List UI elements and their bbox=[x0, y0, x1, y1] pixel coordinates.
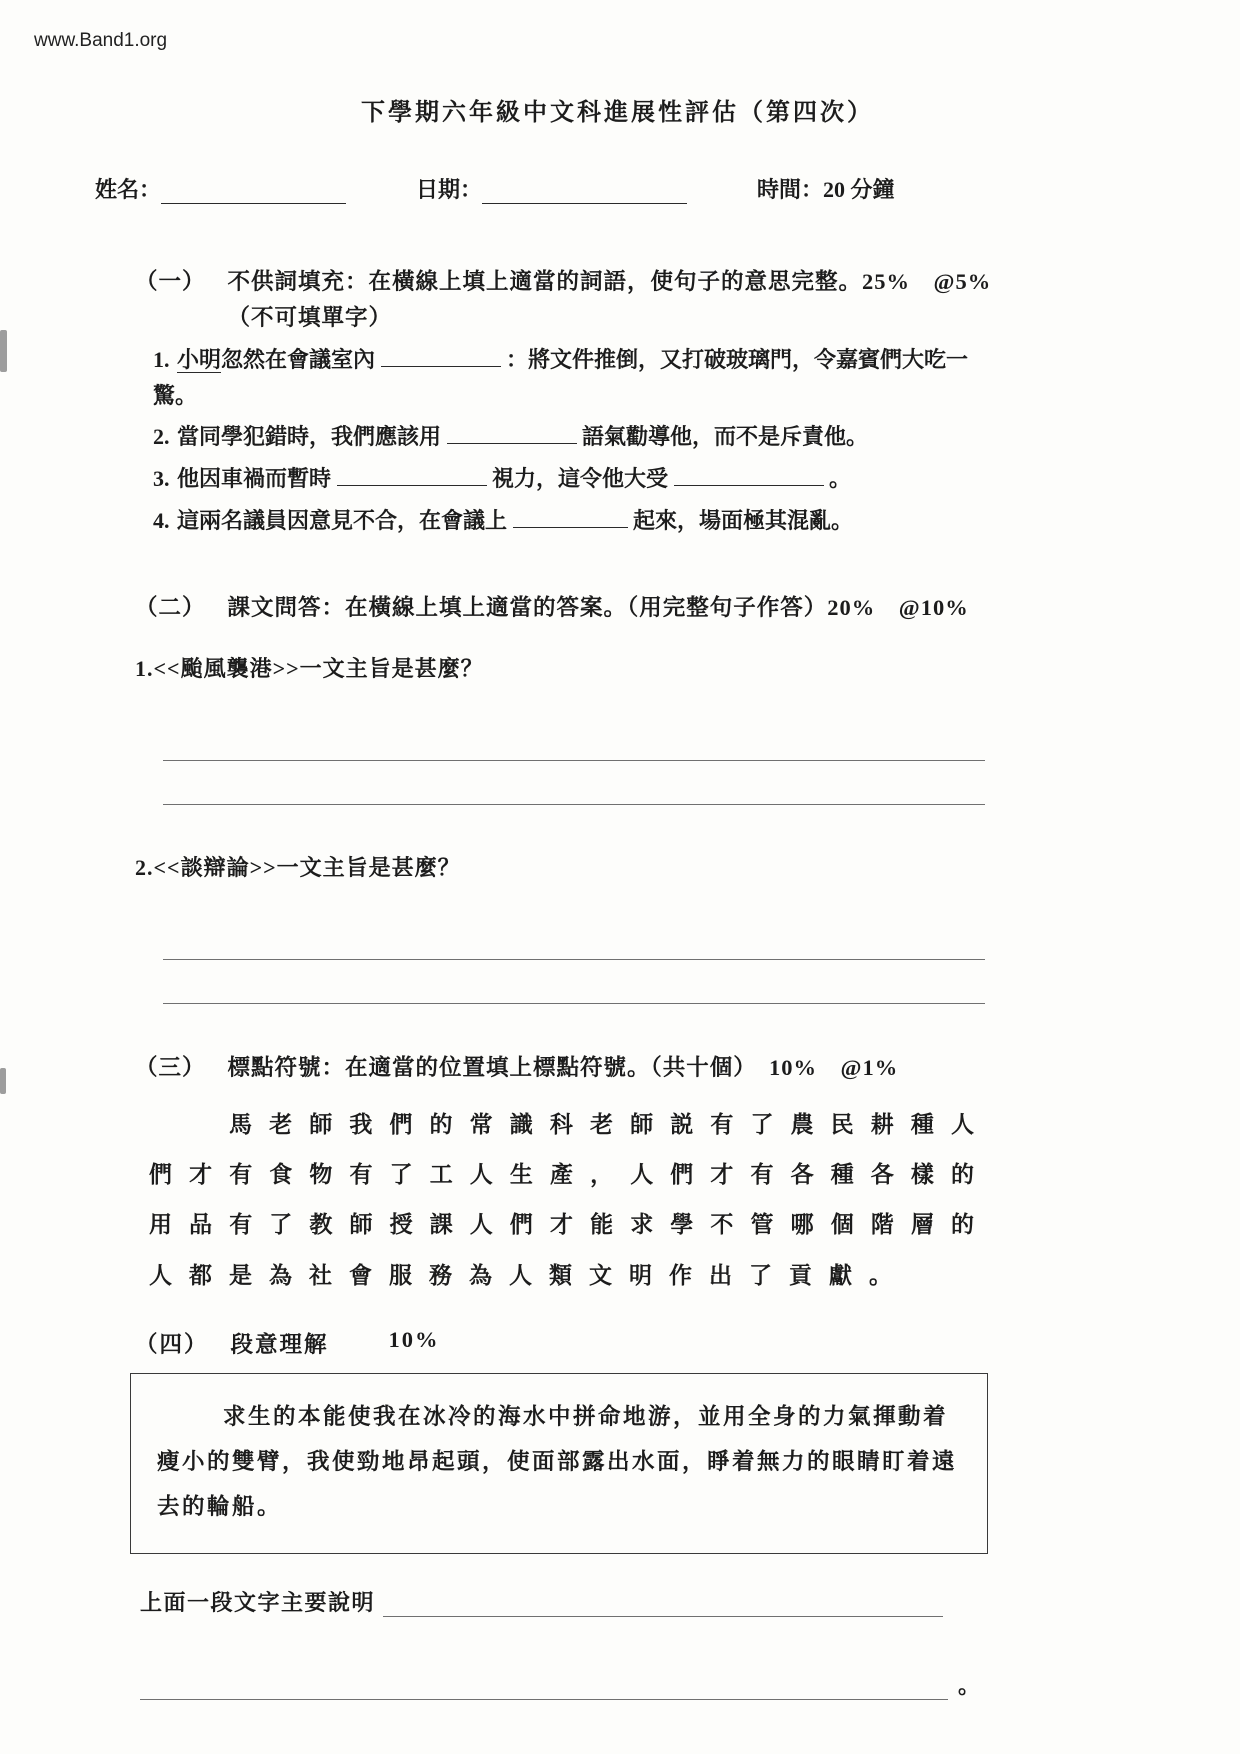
reading-passage-box bbox=[130, 1373, 988, 1554]
section-3-heading bbox=[135, 1050, 1140, 1082]
punctuation-passage: 馬老師我們的常識科老師説有了農民耕種人們才有食物有了工人生產，人們才有各種各樣的用品有了教師授課人們才能求學不管哪個階層的人都是為社會服務為人類文明作出了貢獻。 bbox=[149, 1112, 991, 1288]
section-1-title: 不供詞填充：在橫線上填上適當的詞語，使句子的意思完整。25% @5% bbox=[227, 269, 992, 294]
page-title: 下學期六年級中文科進展性評估（第四次） bbox=[361, 100, 874, 126]
item-text: 起來，場面極其混亂。 bbox=[633, 507, 854, 533]
item-number: 1. bbox=[153, 347, 170, 372]
name-blank bbox=[161, 181, 346, 204]
summary-prompt: 上面一段文字主要說明 bbox=[140, 1589, 376, 1615]
section-3-number: （三） bbox=[135, 1055, 206, 1081]
answer-blank bbox=[447, 421, 577, 444]
answer-line bbox=[163, 761, 985, 805]
fill-in-item-4 bbox=[153, 503, 983, 539]
section-2 bbox=[135, 590, 1140, 1004]
period-mark: 。 bbox=[957, 1672, 980, 1698]
item-text: 當同學犯錯時，我們應該用 bbox=[177, 424, 442, 450]
section-4-score: 10% bbox=[388, 1326, 440, 1352]
summary-prompt-row bbox=[140, 1586, 1140, 1617]
watermark-url: www.Band1.org bbox=[34, 30, 168, 51]
scan-artifact bbox=[0, 1068, 6, 1094]
section-1-heading bbox=[135, 264, 1140, 332]
name-label: 姓名： bbox=[95, 177, 162, 202]
answer-line bbox=[163, 960, 985, 1004]
section-1-number: （一） bbox=[135, 269, 206, 294]
date-label: 日期： bbox=[416, 177, 483, 202]
answer-blank bbox=[381, 344, 501, 367]
item-text: 視力，這令他大受 bbox=[492, 465, 669, 491]
item-text: 。 bbox=[829, 465, 852, 491]
section-3 bbox=[135, 1050, 1140, 1301]
item-number: 3. bbox=[153, 465, 170, 491]
answer-line bbox=[163, 717, 985, 761]
fill-in-item-3 bbox=[153, 461, 983, 497]
answer-line bbox=[383, 1592, 943, 1616]
question-1: 1.<<颱風襲港>>一文主旨是甚麼？ bbox=[135, 656, 484, 682]
time-label: 時間：20 分鐘 bbox=[757, 177, 895, 202]
section-1-subtitle: （不可填單字） bbox=[227, 305, 393, 330]
item-text: ：將文件推倒，又打破玻璃門，令嘉賓們大吃一驚。 bbox=[153, 347, 969, 408]
answer-line bbox=[140, 1675, 948, 1699]
date-blank bbox=[482, 181, 687, 204]
fill-in-item-2 bbox=[153, 419, 983, 455]
item-text: 這兩名議員因意見不合，在會議上 bbox=[177, 507, 508, 533]
answer-line bbox=[163, 916, 985, 960]
fill-in-item-1 bbox=[153, 342, 983, 413]
summary-answer-row bbox=[140, 1669, 980, 1700]
section-4 bbox=[135, 1327, 1140, 1700]
section-4-number: （四） bbox=[135, 1331, 209, 1357]
item-text: 他因車禍而暫時 bbox=[177, 465, 332, 491]
item-text: 語氣勸導他，而不是斥責他。 bbox=[582, 424, 869, 450]
section-2-heading bbox=[135, 590, 1140, 622]
student-info-row bbox=[95, 173, 1140, 204]
question-1-answer-area bbox=[135, 717, 1140, 805]
reading-passage: 求生的本能使我在冰冷的海水中拼命地游，並用全身的力氣揮動着瘦小的雙臂，我使勁地昂起頭，使面部露出水面，睜着無力的眼睛盯着遠去的輪船。 bbox=[157, 1403, 958, 1519]
answer-blank bbox=[513, 504, 628, 527]
answer-blank bbox=[337, 463, 487, 486]
item-number: 4. bbox=[153, 507, 170, 533]
section-3-title: 標點符號：在適當的位置填上標點符號。（共十個） 10% @1% bbox=[227, 1055, 899, 1081]
underlined-name: 小明 bbox=[177, 347, 222, 372]
item-text: 忽然在會議室內 bbox=[221, 347, 376, 372]
section-2-number: （二） bbox=[135, 595, 206, 621]
section-4-heading bbox=[135, 1327, 1140, 1359]
section-4-title: 段意理解 bbox=[230, 1331, 329, 1357]
section-1-items bbox=[153, 342, 983, 538]
question-2: 2.<<談辯論>>一文主旨是甚麼？ bbox=[135, 855, 461, 881]
section-2-title: 課文問答：在橫線上填上適當的答案。（用完整句子作答）20% @10% bbox=[227, 595, 969, 621]
question-2-answer-area bbox=[135, 916, 1140, 1004]
section-1 bbox=[135, 264, 1140, 538]
item-number: 2. bbox=[153, 424, 170, 450]
answer-blank bbox=[674, 463, 824, 486]
scan-artifact bbox=[0, 330, 7, 372]
